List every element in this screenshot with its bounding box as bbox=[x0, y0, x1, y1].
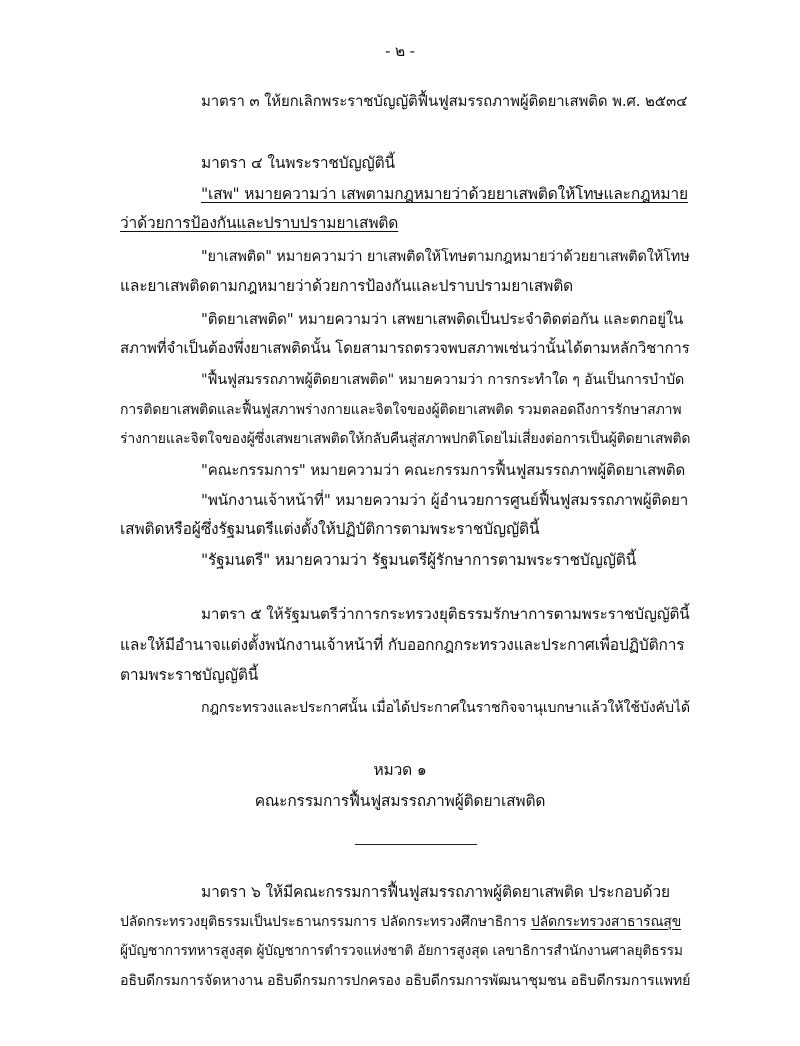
definition-drug-line-2: และยาเสพติดตามกฎหมายว่าด้วยการป้องกันและปราบปรามยาเสพติด bbox=[120, 277, 574, 295]
definition-addict-line-1: "ติดยาเสพติด" หมายความว่า เสพยาเสพติดเป็นประจำติดต่อกัน และตกอยู่ใน bbox=[201, 310, 684, 328]
chapter-title: คณะกรรมการฟื้นฟูสมรรถภาพผู้ติดยาเสพติด bbox=[254, 792, 546, 810]
section-5-line-3: ตามพระราชบัญญัตินี้ bbox=[120, 666, 259, 684]
definition-sep-line-2: ว่าด้วยการป้องกันและปราบปรามยาเสพติด bbox=[120, 214, 399, 232]
chapter-number: หมวด ๑ bbox=[373, 761, 427, 779]
section-6-line-4: อธิบดีกรมการจัดหางาน อธิบดีกรมการปกครอง อธิบดีกรมการพัฒนาชุมชน อธิบดีกรมการแพทย์ bbox=[120, 973, 691, 989]
definition-committee: "คณะกรรมการ" หมายความว่า คณะกรรมการฟื้นฟูสมรรถภาพผู้ติดยาเสพติด bbox=[201, 461, 686, 479]
section-4-heading: มาตรา ๔ ในพระราชบัญญัตินี้ bbox=[201, 154, 395, 172]
section-6-line-1: มาตรา ๖ ให้มีคณะกรรมการฟื้นฟูสมรรถภาพผู้ติดยาเสพติด ประกอบด้วย bbox=[201, 883, 670, 901]
section-3: มาตรา ๓ ให้ยกเลิกพระราชบัญญัติฟื้นฟูสมรรถภาพผู้ติดยาเสพติด พ.ศ. ๒๕๓๔ bbox=[201, 92, 688, 110]
definition-officer-line-2: เสพติดหรือผู้ซึ่งรัฐมนตรีแต่งตั้งให้ปฏิบัติการตามพระราชบัญญัตินี้ bbox=[120, 520, 540, 538]
section-5-line-4: กฎกระทรวงและประกาศนั้น เมื่อได้ประกาศในราชกิจจานุเบกษาแล้วให้ใช้บังคับได้ bbox=[201, 700, 690, 716]
definition-drug-line-1: "ยาเสพติด" หมายความว่า ยาเสพติดให้โทษตามกฎหมายว่าด้วยยาเสพติดให้โทษ bbox=[201, 249, 690, 265]
section-6-line-2 bbox=[120, 911, 681, 933]
section-6-line-3: ผู้บัญชาการทหารสูงสุด ผู้บัญชาการตำรวจแห่งชาติ อัยการสูงสุด เลขาธิการสำนักงานศาลยุติธรรม bbox=[120, 943, 683, 959]
section-5-line-2: และให้มีอำนาจแต่งตั้งพนักงานเจ้าหน้าที่ กับออกกฎกระทรวงและประกาศเพื่อปฏิบัติการ bbox=[120, 636, 685, 654]
definition-officer-line-1: "พนักงานเจ้าหน้าที่" หมายความว่า ผู้อำนวยการศูนย์ฟื้นฟูสมรรถภาพผู้ติดยา bbox=[201, 491, 689, 509]
chapter-divider bbox=[355, 844, 477, 845]
definition-addict-line-2: สภาพที่จำเป็นต้องพึ่งยาเสพติดนั้น โดยสามารถตรวจพบสภาพเช่นว่านั้นได้ตามหลักวิชาการ bbox=[120, 339, 690, 357]
definition-rehab-line-3: ร่างกายและจิตใจของผู้ซึ่งเสพยาเสพติดให้กลับคืนสู่สภาพปกติโดยไม่เสี่ยงต่อการเป็นผู้ติดยาเสพติด bbox=[120, 431, 691, 447]
definition-sep-line-1: "เสพ" หมายความว่า เสพตามกฎหมายว่าด้วยยาเสพติดให้โทษและกฎหมาย bbox=[201, 185, 688, 203]
section-6-line-2-text: ปลัดกระทรวงยุติธรรมเป็นประธานกรรมการ ปลัดกระทรวงศึกษาธิการ bbox=[120, 914, 531, 930]
section-5-line-1: มาตรา ๕ ให้รัฐมนตรีว่าการกระทรวงยุติธรรมรักษาการตามพระราชบัญญัตินี้ bbox=[201, 605, 690, 623]
definition-rehab-line-1: "ฟื้นฟูสมรรถภาพผู้ติดยาเสพติด" หมายความว่า การกระทำใด ๆ อันเป็นการบำบัด bbox=[201, 372, 685, 388]
definition-rehab-line-2: การติดยาเสพติดและฟื้นฟูสภาพร่างกายและจิตใจของผู้ติดยาเสพติด รวมตลอดถึงการรักษาสภาพ bbox=[120, 402, 682, 418]
page-number: - ๒ - bbox=[385, 42, 415, 60]
definition-minister: "รัฐมนตรี" หมายความว่า รัฐมนตรีผู้รักษาการตามพระราชบัญญัตินี้ bbox=[201, 551, 637, 569]
section-6-line-2-underlined: ปลัดกระทรวงสาธารณสุข bbox=[530, 914, 682, 930]
